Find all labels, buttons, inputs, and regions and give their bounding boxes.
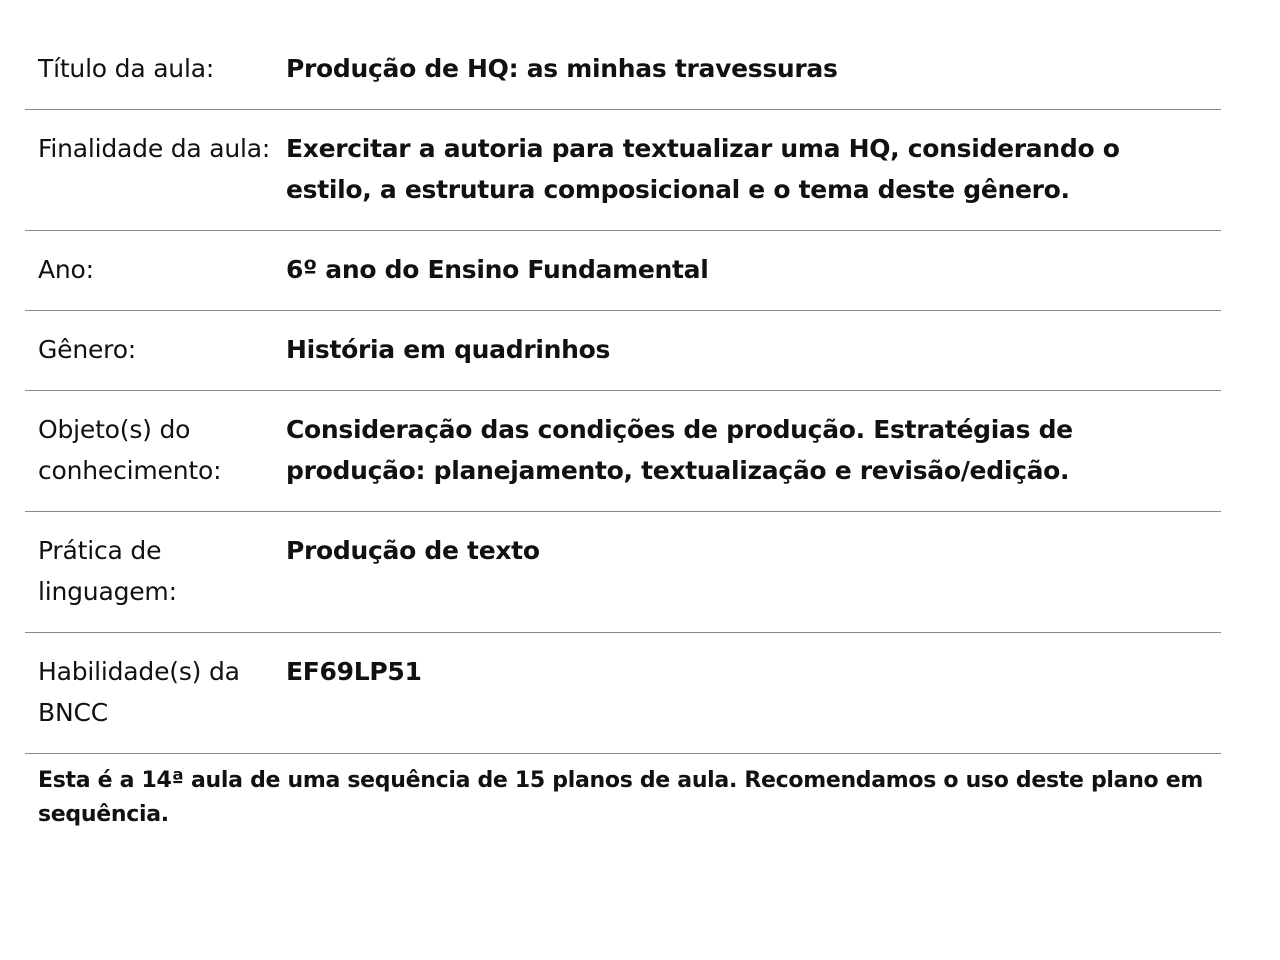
row-value: Produção de HQ: as minhas travessuras [286, 54, 838, 83]
row-value: Produção de texto [286, 536, 540, 565]
sequence-note: Esta é a 14ª aula de uma sequência de 15 planos de aula. Recomendamos o uso deste plano em sequência. [38, 768, 1203, 827]
row-value: EF69LP51 [286, 657, 422, 686]
row-lesson-purpose [25, 110, 1221, 231]
row-value: 6º ano do Ensino Fundamental [286, 255, 709, 284]
row-label: Habilidade(s) da BNCC [38, 657, 240, 727]
row-value: Exercitar a autoria para textualizar uma HQ, considerando o estilo, a estrutura composicional e o tema deste gênero. [286, 134, 1120, 204]
row-bncc-skills [25, 633, 1221, 754]
row-value: História em quadrinhos [286, 335, 611, 364]
lesson-plan-table [25, 30, 1221, 832]
row-knowledge-objects [25, 391, 1221, 512]
row-label: Gênero: [38, 335, 137, 364]
row-value: Consideração das condições de produção. Estratégias de produção: planejamento, textualização e revisão/edição. [286, 415, 1073, 485]
row-label: Prática de linguagem: [38, 536, 177, 606]
row-label: Ano: [38, 255, 94, 284]
row-label: Objeto(s) do conhecimento: [38, 415, 222, 485]
row-label: Finalidade da aula: [38, 134, 271, 163]
row-language-practice [25, 512, 1221, 633]
row-genre [25, 311, 1221, 391]
row-school-year [25, 231, 1221, 311]
row-lesson-title [25, 30, 1221, 110]
row-label: Título da aula: [38, 54, 215, 83]
